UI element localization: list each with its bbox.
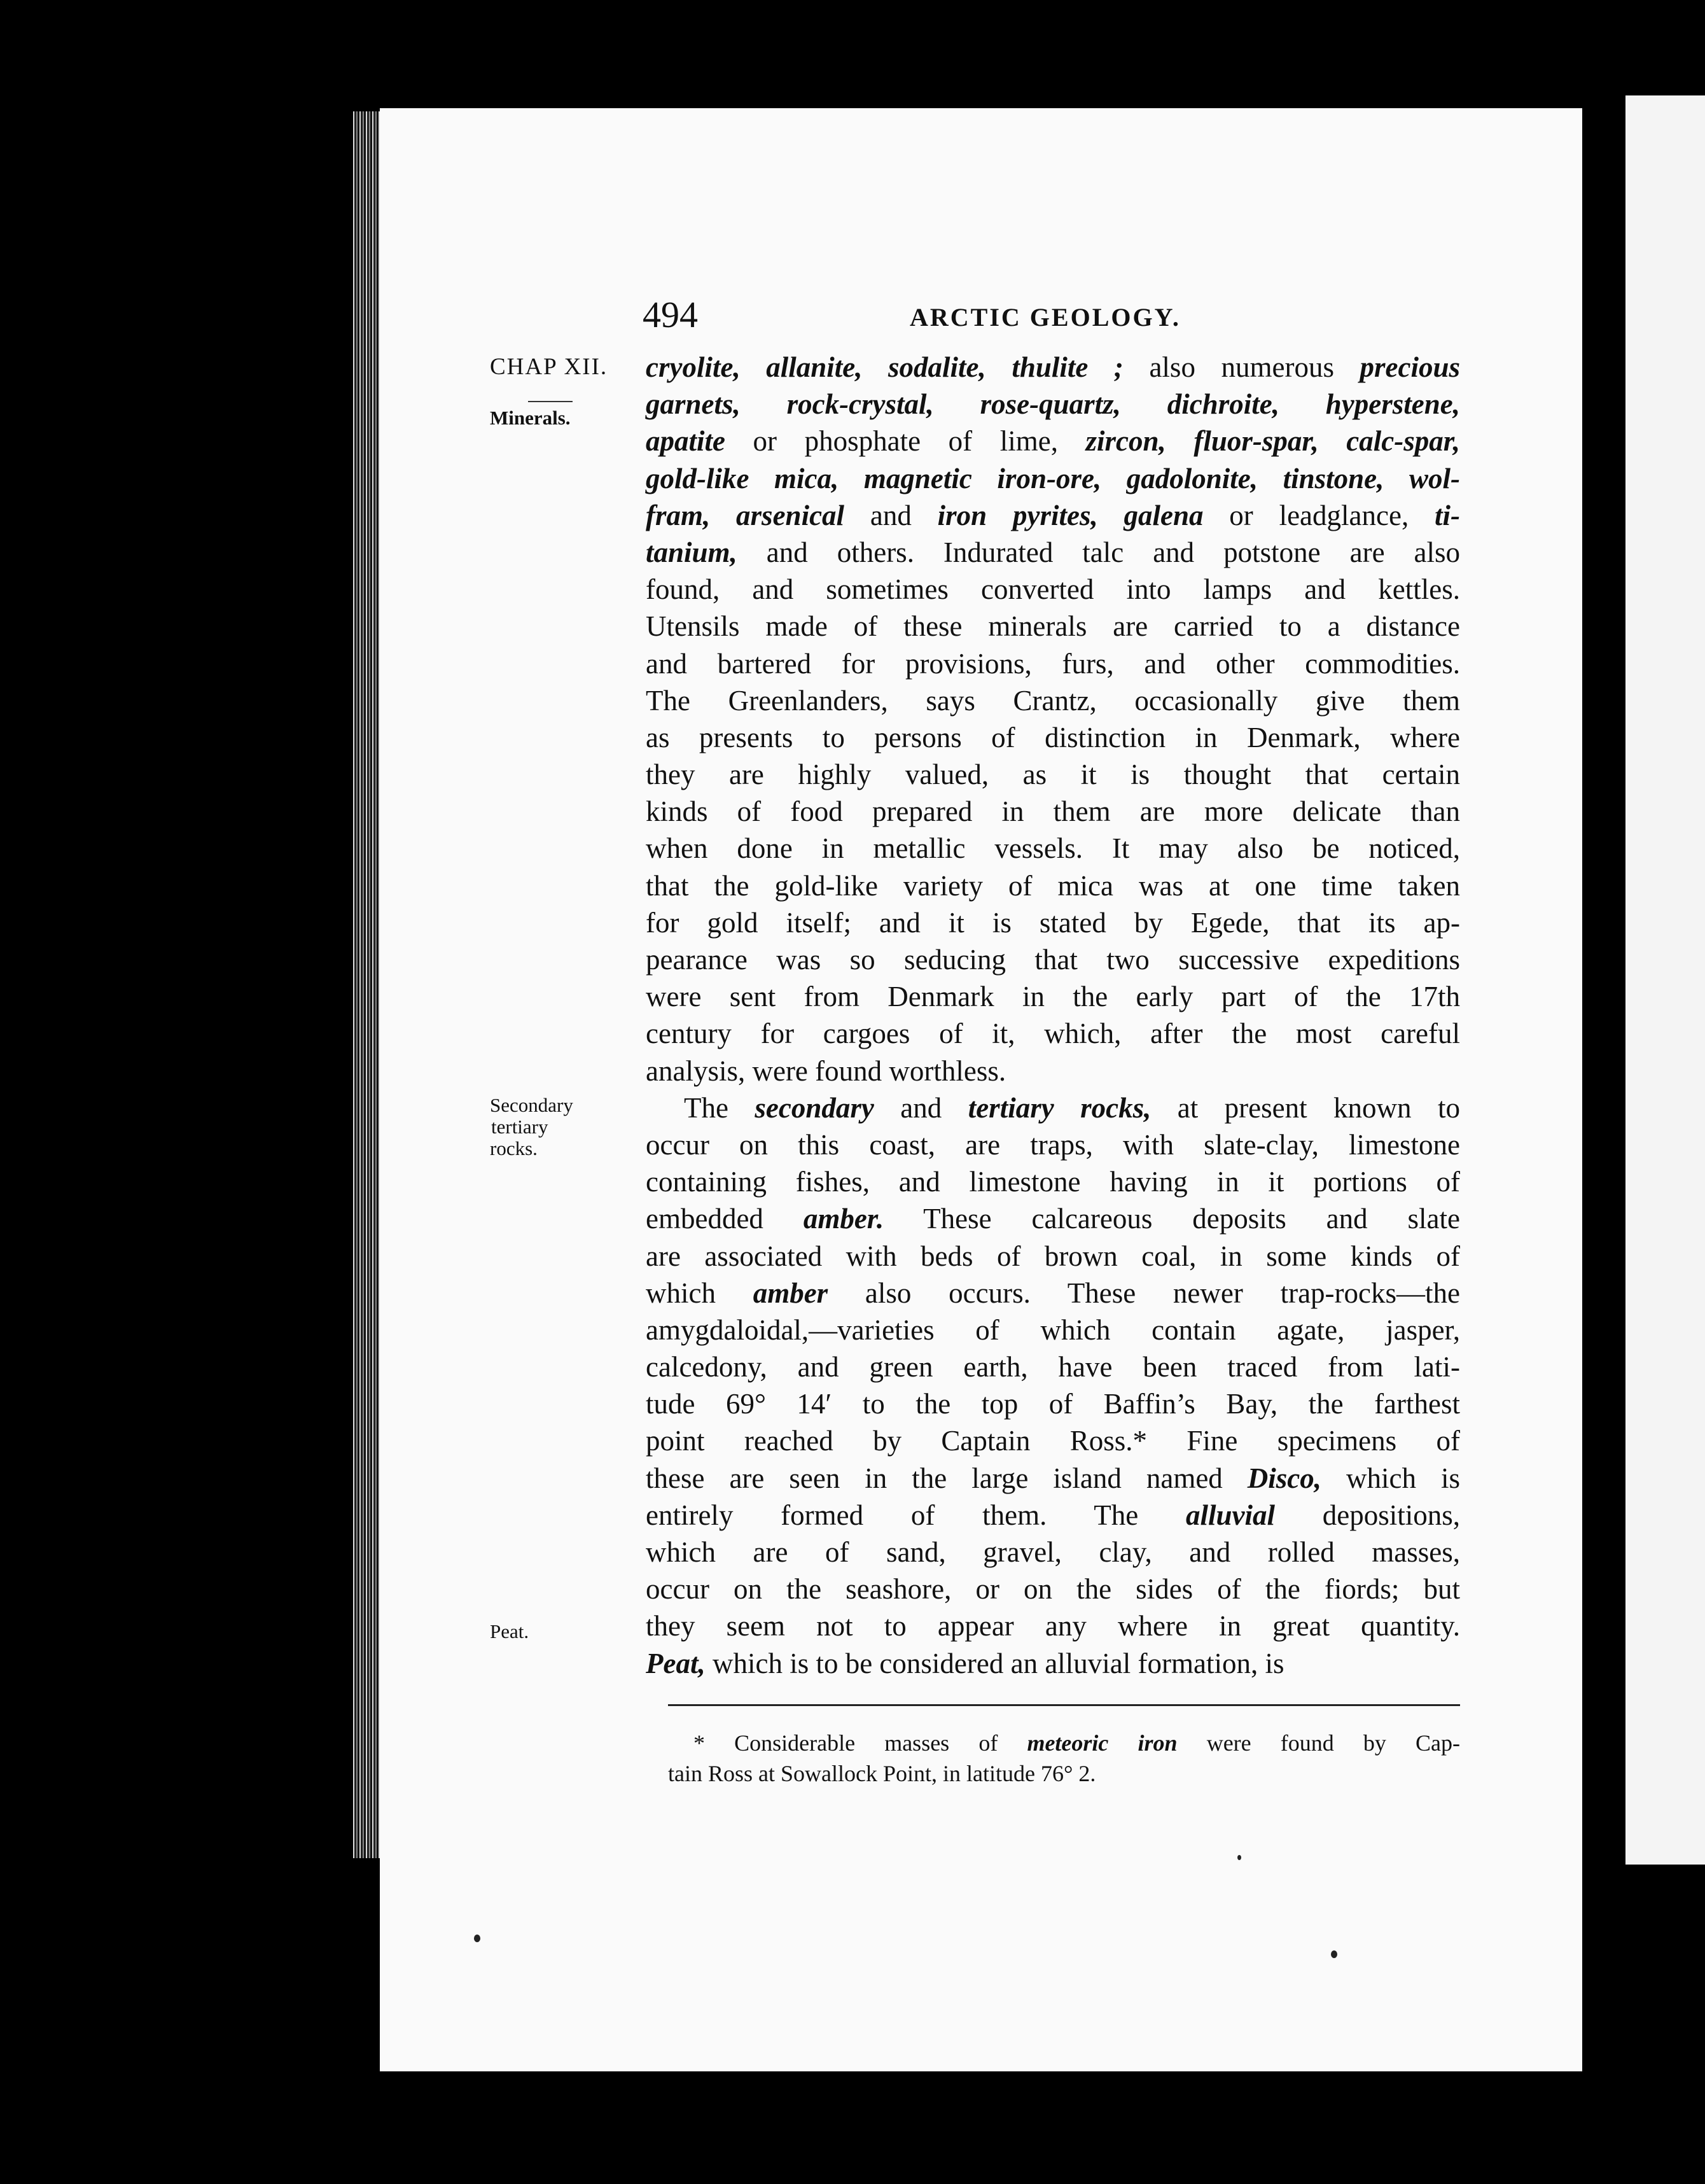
body-line: as presents to persons of distinction in Denmark, where (646, 721, 1460, 753)
body-line: apatite or phosphate of lime, zircon, fluor-spar, calc-spar, (646, 425, 1460, 458)
adjacent-page-edge (1625, 95, 1705, 1865)
body-line: tanium, and others. Indurated talc and potstone are also (646, 536, 1460, 568)
body-text (646, 349, 1460, 1682)
margin-secondary-note (490, 1095, 636, 1159)
footnote-line: tain Ross at Sowallock Point, in latitude 76° 2. (668, 1761, 1096, 1786)
body-line: calcedony, and green earth, have been traced from lati- (646, 1351, 1460, 1383)
margin-minerals-note: Minerals. (490, 407, 571, 429)
body-line: Utensils made of these minerals are carried to a distance (646, 610, 1460, 643)
body-line: embedded amber. These calcareous deposits and slate (646, 1203, 1460, 1235)
body-line: were sent from Denmark in the early part of the 17th (646, 981, 1460, 1013)
body-line: tude 69° 14′ to the top of Baffin’s Bay, the farthest (646, 1388, 1460, 1420)
margin-chapter-note: CHAP XII. (490, 354, 608, 380)
page-number: 494 (643, 294, 698, 335)
body-line: pearance was so seducing that two successive expeditions (646, 944, 1460, 976)
body-line: for gold itself; and it is stated by Egede, that its ap- (646, 906, 1460, 939)
page-header (643, 290, 1190, 340)
body-line: and bartered for provisions, furs, and other commodities. (646, 647, 1460, 680)
body-line: these are seen in the large island named Disco, which is (646, 1462, 1460, 1494)
body-line: entirely formed of them. The alluvial depositions, (646, 1499, 1460, 1531)
body-line: fram, arsenical and iron pyrites, galena or leadglance, ti- (646, 499, 1460, 531)
body-line: point reached by Captain Ross.* Fine specimens of (646, 1425, 1460, 1457)
body-line: gold-like mica, magnetic iron-ore, gadolonite, tinstone, wol- (646, 462, 1460, 494)
margin-secondary-line: Secondary (490, 1094, 573, 1116)
footnote (668, 1728, 1460, 1789)
body-line: when done in metallic vessels. It may also be noticed, (646, 832, 1460, 865)
page-speck (1331, 1950, 1337, 1958)
body-line: kinds of food prepared in them are more delicate than (646, 795, 1460, 828)
page-speck (474, 1935, 480, 1942)
body-line: occur on the seashore, or on the sides of the fiords; but (646, 1573, 1460, 1606)
body-line: cryolite, allanite, sodalite, thulite ; also numerous precious (646, 351, 1461, 383)
body-line: Peat, which is to be considered an alluvial formation, is (646, 1647, 1284, 1679)
body-line: found, and sometimes converted into lamps and kettles. (646, 573, 1460, 606)
body-line: which amber also occurs. These newer trap-rocks—the (646, 1277, 1460, 1309)
body-line: analysis, were found worthless. (646, 1054, 1006, 1087)
body-line: that the gold-like variety of mica was at one time taken (646, 869, 1460, 902)
body-line: they seem not to appear any where in great quantity. (646, 1610, 1460, 1642)
running-head: ARCTIC GEOLOGY. (910, 303, 1181, 332)
body-line: which are of sand, gravel, clay, and rolled masses, (646, 1536, 1460, 1568)
margin-secondary-line: tertiary (491, 1116, 548, 1138)
book-binding-edge (353, 111, 380, 1858)
body-line: garnets, rock-crystal, rose-quartz, dichroite, hyperstene, (646, 388, 1460, 421)
body-line: containing fishes, and limestone having in it portions of (646, 1166, 1460, 1198)
body-line: are associated with beds of brown coal, in some kinds of (646, 1240, 1460, 1272)
body-line: occur on this coast, are traps, with slate-clay, limestone (646, 1128, 1460, 1161)
body-line: The secondary and tertiary rocks, at present known to (684, 1091, 1460, 1124)
footnote-line: * Considerable masses of meteoric iron were found by Cap- (693, 1730, 1461, 1756)
body-line: The Greenlanders, says Crantz, occasionally give them (646, 684, 1460, 717)
footnote-rule (668, 1704, 1460, 1706)
margin-rule (528, 401, 573, 402)
body-line: amygdaloidal,—varieties of which contain agate, jasper, (646, 1313, 1460, 1346)
margin-peat-note: Peat. (490, 1620, 529, 1642)
body-line: century for cargoes of it, which, after the most careful (646, 1018, 1460, 1050)
body-line: they are highly valued, as it is thought that certain (646, 759, 1460, 791)
page-speck (1237, 1855, 1241, 1860)
margin-secondary-line: rocks. (490, 1137, 538, 1159)
